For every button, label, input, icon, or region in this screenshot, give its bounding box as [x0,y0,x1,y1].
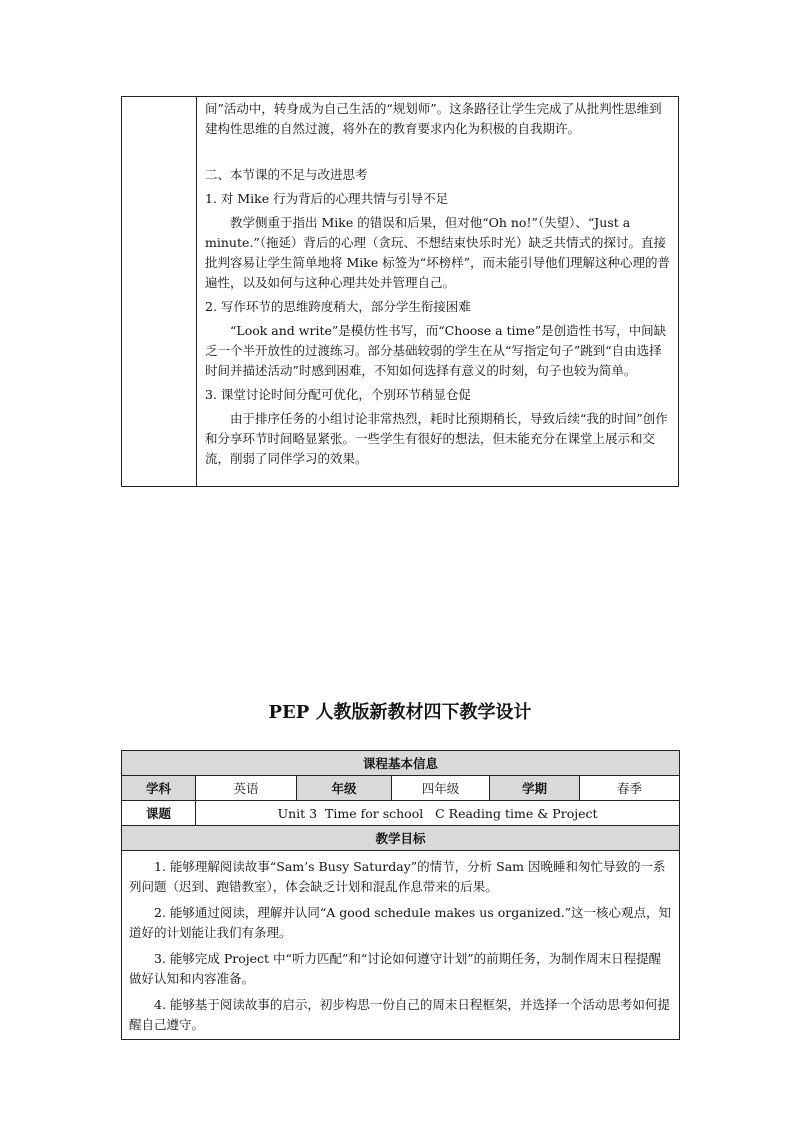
grade-label: 年级 [297,776,392,801]
goal-item: 3. 能够完成 Project 中“听力匹配”和“讨论如何遵守计划”的前期任务，为制作周末日程提醒做好认知和内容准备。 [129,951,662,986]
subject-label: 学科 [122,776,196,801]
goals-header: 教学目标 [122,826,680,851]
topic-label: 课题 [122,801,196,826]
goal-item: 4. 能够基于阅读故事的启示，初步构思一份自己的周末日程框架，并选择一个活动思考如何提醒自己遵守。 [129,997,670,1032]
reflection-content [205,99,670,469]
continued-paragraph: 间”活动中，转身成为自己生活的“规划师”。这条路径让学生完成了从批判性思维到建构性思维的自然过渡，将外在的教育要求内化为积极的自我期许。 [205,101,662,136]
reflection-table-column-divider [196,97,197,486]
item-1-body: 教学侧重于指出 Mike 的错误和后果，但对他“Oh no!”（失望）、“Just a minute.”（拖延）背后的心理（贪玩、不想结束快乐时光）缺乏共情式的探讨。直接批判容易让学生简单地将 Mike 标签为“坏榜样”，而未能引导他们理解这种心理的普遍性，以及如何与这种心理共处并管理自己。 [205,215,670,290]
document-title: PEP 人教版新教材四下教学设计 [268,702,532,723]
item-1-title: 1. 对 Mike 行为背后的心理共情与引导不足 [205,191,449,206]
item-3-title: 3. 课堂讨论时间分配可优化，个别环节稍显仓促 [205,387,471,402]
reflection-table [121,96,679,487]
term-value: 春季 [580,776,680,801]
subject-value: 英语 [196,776,297,801]
course-info-table [121,750,680,1040]
item-2-body: “Look and write”是模仿性书写，而“Choose a time”是创造性书写，中间缺乏一个半开放性的过渡练习。部分基础较弱的学生在从“写指定句子”跳到“自由选择时间并描述活动”时感到困难，不知如何选择有意义的时刻，句子也较为简单。 [205,323,667,378]
goals-cell [122,851,680,1040]
course-info-header: 课程基本信息 [122,751,680,776]
grade-value: 四年级 [392,776,490,801]
item-3-body: 由于排序任务的小组讨论非常热烈，耗时比预期稍长，导致后续“我的时间”创作和分享环节时间略显紧张。一些学生有很好的想法，但未能充分在课堂上展示和交流，削弱了同伴学习的效果。 [205,411,668,466]
section-heading: 二、本节课的不足与改进思考 [205,167,368,182]
goal-item: 1. 能够理解阅读故事“Sam’s Busy Saturday”的情节，分析 Sam 因晚睡和匆忙导致的一系列问题（迟到、跑错教室），体会缺乏计划和混乱作息带来的后果。 [129,859,666,894]
item-2-title: 2. 写作环节的思维跨度稍大，部分学生衔接困难 [205,299,471,314]
term-label: 学期 [490,776,580,801]
topic-value: Unit 3 Time for school C Reading time & Project [196,801,680,826]
goal-item: 2. 能够通过阅读，理解并认同“A good schedule makes us organized.”这一核心观点，知道好的计划能让我们有条理。 [129,905,672,940]
